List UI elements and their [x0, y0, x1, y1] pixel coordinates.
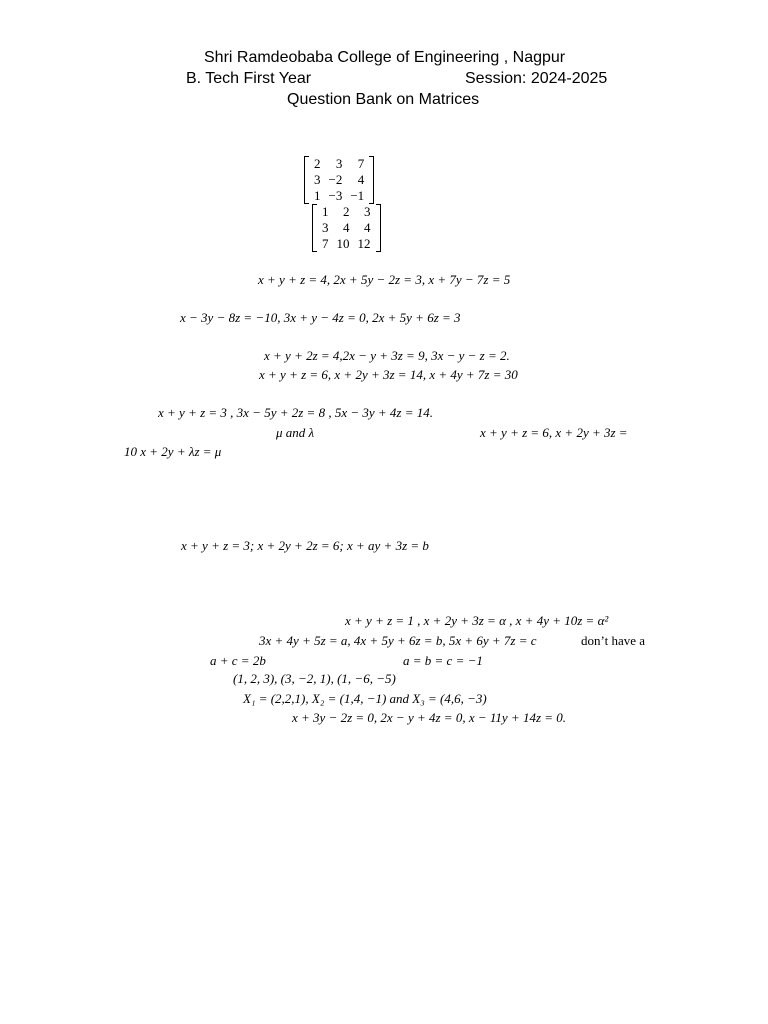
matrix-cell: −2 [328, 172, 343, 187]
matrix-row [310, 172, 368, 188]
equation-line-3: x + y + 2z = 4,2x − y + 3z = 9, 3x − y − z = 2. [264, 348, 510, 363]
matrix-1 [304, 156, 374, 204]
matrix-row [318, 204, 375, 220]
equation-line-9: x + y + z = 1 , x + 2y + 3z = α , x + 4y + 10z = α² [345, 613, 609, 628]
matrix-2 [312, 204, 381, 252]
matrix-cell: 7 [322, 236, 329, 251]
matrix-row [318, 220, 375, 236]
equation-line-8: x + y + z = 3; x + 2y + 2z = 6; x + ay + 3z = b [181, 538, 429, 553]
matrix-cell: 1 [314, 188, 321, 203]
matrix-cell: 2 [314, 156, 321, 171]
equation-line-5: x + y + z = 3 , 3x − 5y + 2z = 8 , 5x − 3y + 4z = 14. [158, 405, 433, 420]
matrix-row [310, 188, 368, 204]
matrix-cell: 3 [322, 220, 329, 235]
condition-values: a = b = c = −1 [403, 653, 483, 668]
equation-line-10-text: don’t have a [581, 633, 646, 648]
session-label: Session: 2024-2025 [465, 70, 608, 87]
matrix-cell: 12 [357, 236, 371, 251]
matrix-cell: 2 [343, 204, 350, 219]
vectors-line-2: X₁ = (2,2,1), X₂ = (1,4, −1) and X₃ = (4,6, −3) [243, 691, 487, 706]
condition-text: a + c = 2b [210, 653, 266, 668]
equation-line-6: x + y + z = 6, x + 2y + 3z = [480, 425, 628, 440]
matrix-cell: 7 [357, 156, 365, 171]
matrix-row [310, 156, 368, 172]
equation-line-4: x + y + z = 6, x + 2y + 3z = 14, x + 4y + 7z = 30 [259, 367, 518, 382]
equation-line-7: 10 x + 2y + λz = μ [124, 444, 222, 459]
equation-line-10: 3x + 4y + 5z = a, 4x + 5y + 6z = b, 5x + 6y + 7z = c [259, 633, 537, 648]
matrix-cell: 4 [364, 220, 371, 235]
matrix-cell: 3 [314, 172, 321, 187]
equation-line-1: x + y + z = 4, 2x + 5y − 2z = 3, x + 7y − 7z = 5 [258, 272, 511, 287]
parameters-text: μ and λ [276, 425, 315, 440]
matrix-cell: 4 [343, 220, 350, 235]
vectors-line: (1, 2, 3), (3, −2, 1), (1, −6, −5) [233, 671, 396, 686]
equation-line-14: x + 3y − 2z = 0, 2x − y + 4z = 0, x − 11y + 14z = 0. [292, 710, 567, 725]
college-name: Shri Ramdeobaba College of Engineering , Nagpur [204, 49, 566, 66]
matrix-cell: 3 [364, 204, 371, 219]
matrix-cell: 4 [357, 172, 365, 187]
matrix-cell: 10 [336, 236, 350, 251]
matrix-row [318, 236, 375, 252]
equation-line-2: x − 3y − 8z = −10, 3x + y − 4z = 0, 2x + 5y + 6z = 3 [180, 310, 461, 325]
document-title: Question Bank on Matrices [287, 91, 480, 108]
matrix-cell: −3 [328, 188, 343, 203]
matrix-cell: 1 [322, 204, 329, 219]
matrix-cell: 3 [335, 156, 343, 171]
matrix-cell: −1 [350, 188, 365, 203]
course-label: B. Tech First Year [186, 70, 312, 87]
